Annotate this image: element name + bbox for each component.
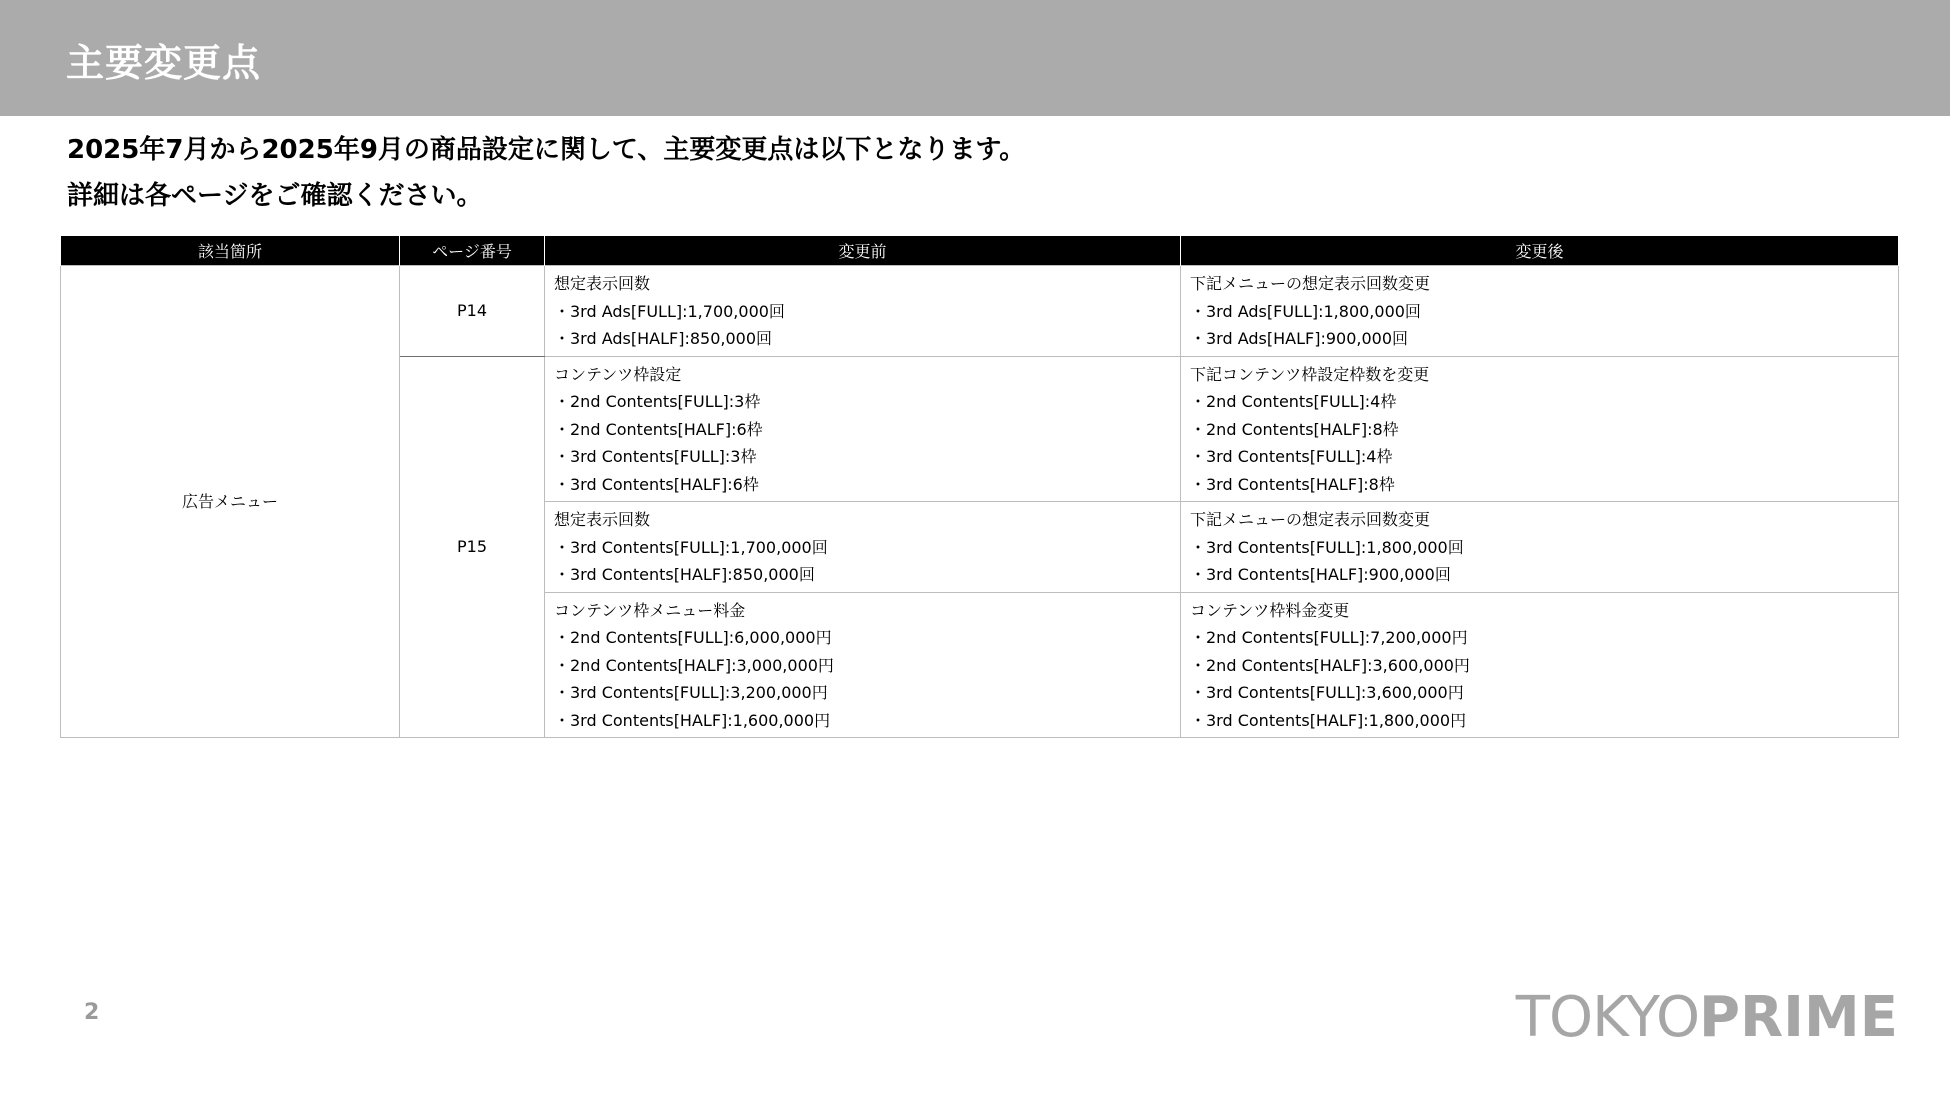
after-item: ・2nd Contents[HALF]:8枠: [1190, 419, 1399, 439]
section-cell: 広告メニュー: [61, 266, 400, 738]
before-heading: 想定表示回数: [554, 510, 651, 529]
after-item: ・3rd Contents[HALF]:8枠: [1190, 474, 1395, 494]
after-cell: [1181, 592, 1899, 738]
logo-text-bold: PRIME: [1699, 985, 1898, 1050]
after-item: ・3rd Ads[HALF]:900,000回: [1190, 329, 1409, 348]
after-item: ・3rd Contents[FULL]:4枠: [1190, 447, 1393, 466]
before-cell: [545, 356, 1181, 502]
after-item: ・2nd Contents[HALF]:3,600,000円: [1190, 655, 1470, 675]
after-cell: [1181, 356, 1899, 502]
before-item: ・3rd Contents[HALF]:6枠: [554, 474, 759, 494]
before-item: ・2nd Contents[FULL]:6,000,000円: [554, 628, 832, 647]
after-cell: [1181, 266, 1899, 357]
column-header-location: 該当箇所: [61, 236, 400, 266]
after-heading: 下記メニューの想定表示回数変更: [1190, 274, 1431, 293]
after-heading: 下記メニューの想定表示回数変更: [1190, 510, 1431, 529]
after-item: ・2nd Contents[FULL]:7,200,000円: [1190, 628, 1468, 647]
before-item: ・3rd Contents[FULL]:3枠: [554, 447, 757, 466]
page-cell-p15: P15: [400, 356, 545, 738]
changes-table: [60, 236, 1899, 738]
before-heading: コンテンツ枠設定: [554, 364, 682, 384]
logo-text-light: TOKYO: [1515, 985, 1700, 1050]
after-item: ・3rd Contents[HALF]:900,000回: [1190, 565, 1451, 584]
after-item: ・3rd Contents[HALF]:1,800,000円: [1190, 710, 1467, 730]
before-item: ・2nd Contents[HALF]:3,000,000円: [554, 655, 834, 675]
intro-line-1: 2025年7月から2025年9月の商品設定に関して、主要変更点は以下となります。: [67, 135, 1026, 165]
after-item: ・3rd Ads[FULL]:1,800,000回: [1190, 301, 1421, 321]
intro-line-2: 詳細は各ページをご確認ください。: [67, 181, 483, 211]
before-cell: [545, 266, 1181, 357]
column-header-before: 変更前: [545, 236, 1181, 266]
before-item: ・3rd Contents[HALF]:850,000回: [554, 565, 815, 584]
before-heading: コンテンツ枠メニュー料金: [554, 600, 746, 620]
page-cell-p14: P14: [400, 266, 545, 357]
table-header-row: [61, 236, 1899, 266]
before-item: ・2nd Contents[HALF]:6枠: [554, 419, 763, 439]
before-item: ・2nd Contents[FULL]:3枠: [554, 392, 761, 411]
before-item: ・3rd Ads[FULL]:1,700,000回: [554, 301, 785, 321]
after-item: ・3rd Contents[FULL]:1,800,000回: [1190, 537, 1464, 557]
before-cell: [545, 502, 1181, 593]
column-header-after: 変更後: [1181, 236, 1899, 266]
page-number: 2: [84, 1000, 100, 1025]
after-heading: 下記コンテンツ枠設定枠数を変更: [1190, 364, 1430, 384]
header-band: [0, 0, 1950, 116]
before-item: ・3rd Contents[FULL]:3,200,000円: [554, 683, 828, 702]
before-item: ・3rd Contents[HALF]:1,600,000円: [554, 710, 831, 730]
after-heading: コンテンツ枠料金変更: [1190, 600, 1350, 620]
before-item: ・3rd Ads[HALF]:850,000回: [554, 329, 773, 348]
after-cell: [1181, 502, 1899, 593]
column-header-page-number: ページ番号: [400, 236, 545, 266]
after-item: ・3rd Contents[FULL]:3,600,000円: [1190, 683, 1464, 702]
tokyo-prime-logo: [1515, 985, 1898, 1050]
before-item: ・3rd Contents[FULL]:1,700,000回: [554, 537, 828, 557]
table-row: [61, 266, 1899, 357]
before-heading: 想定表示回数: [554, 274, 651, 293]
before-cell: [545, 592, 1181, 738]
after-item: ・2nd Contents[FULL]:4枠: [1190, 392, 1397, 411]
page-title: 主要変更点: [66, 41, 262, 85]
